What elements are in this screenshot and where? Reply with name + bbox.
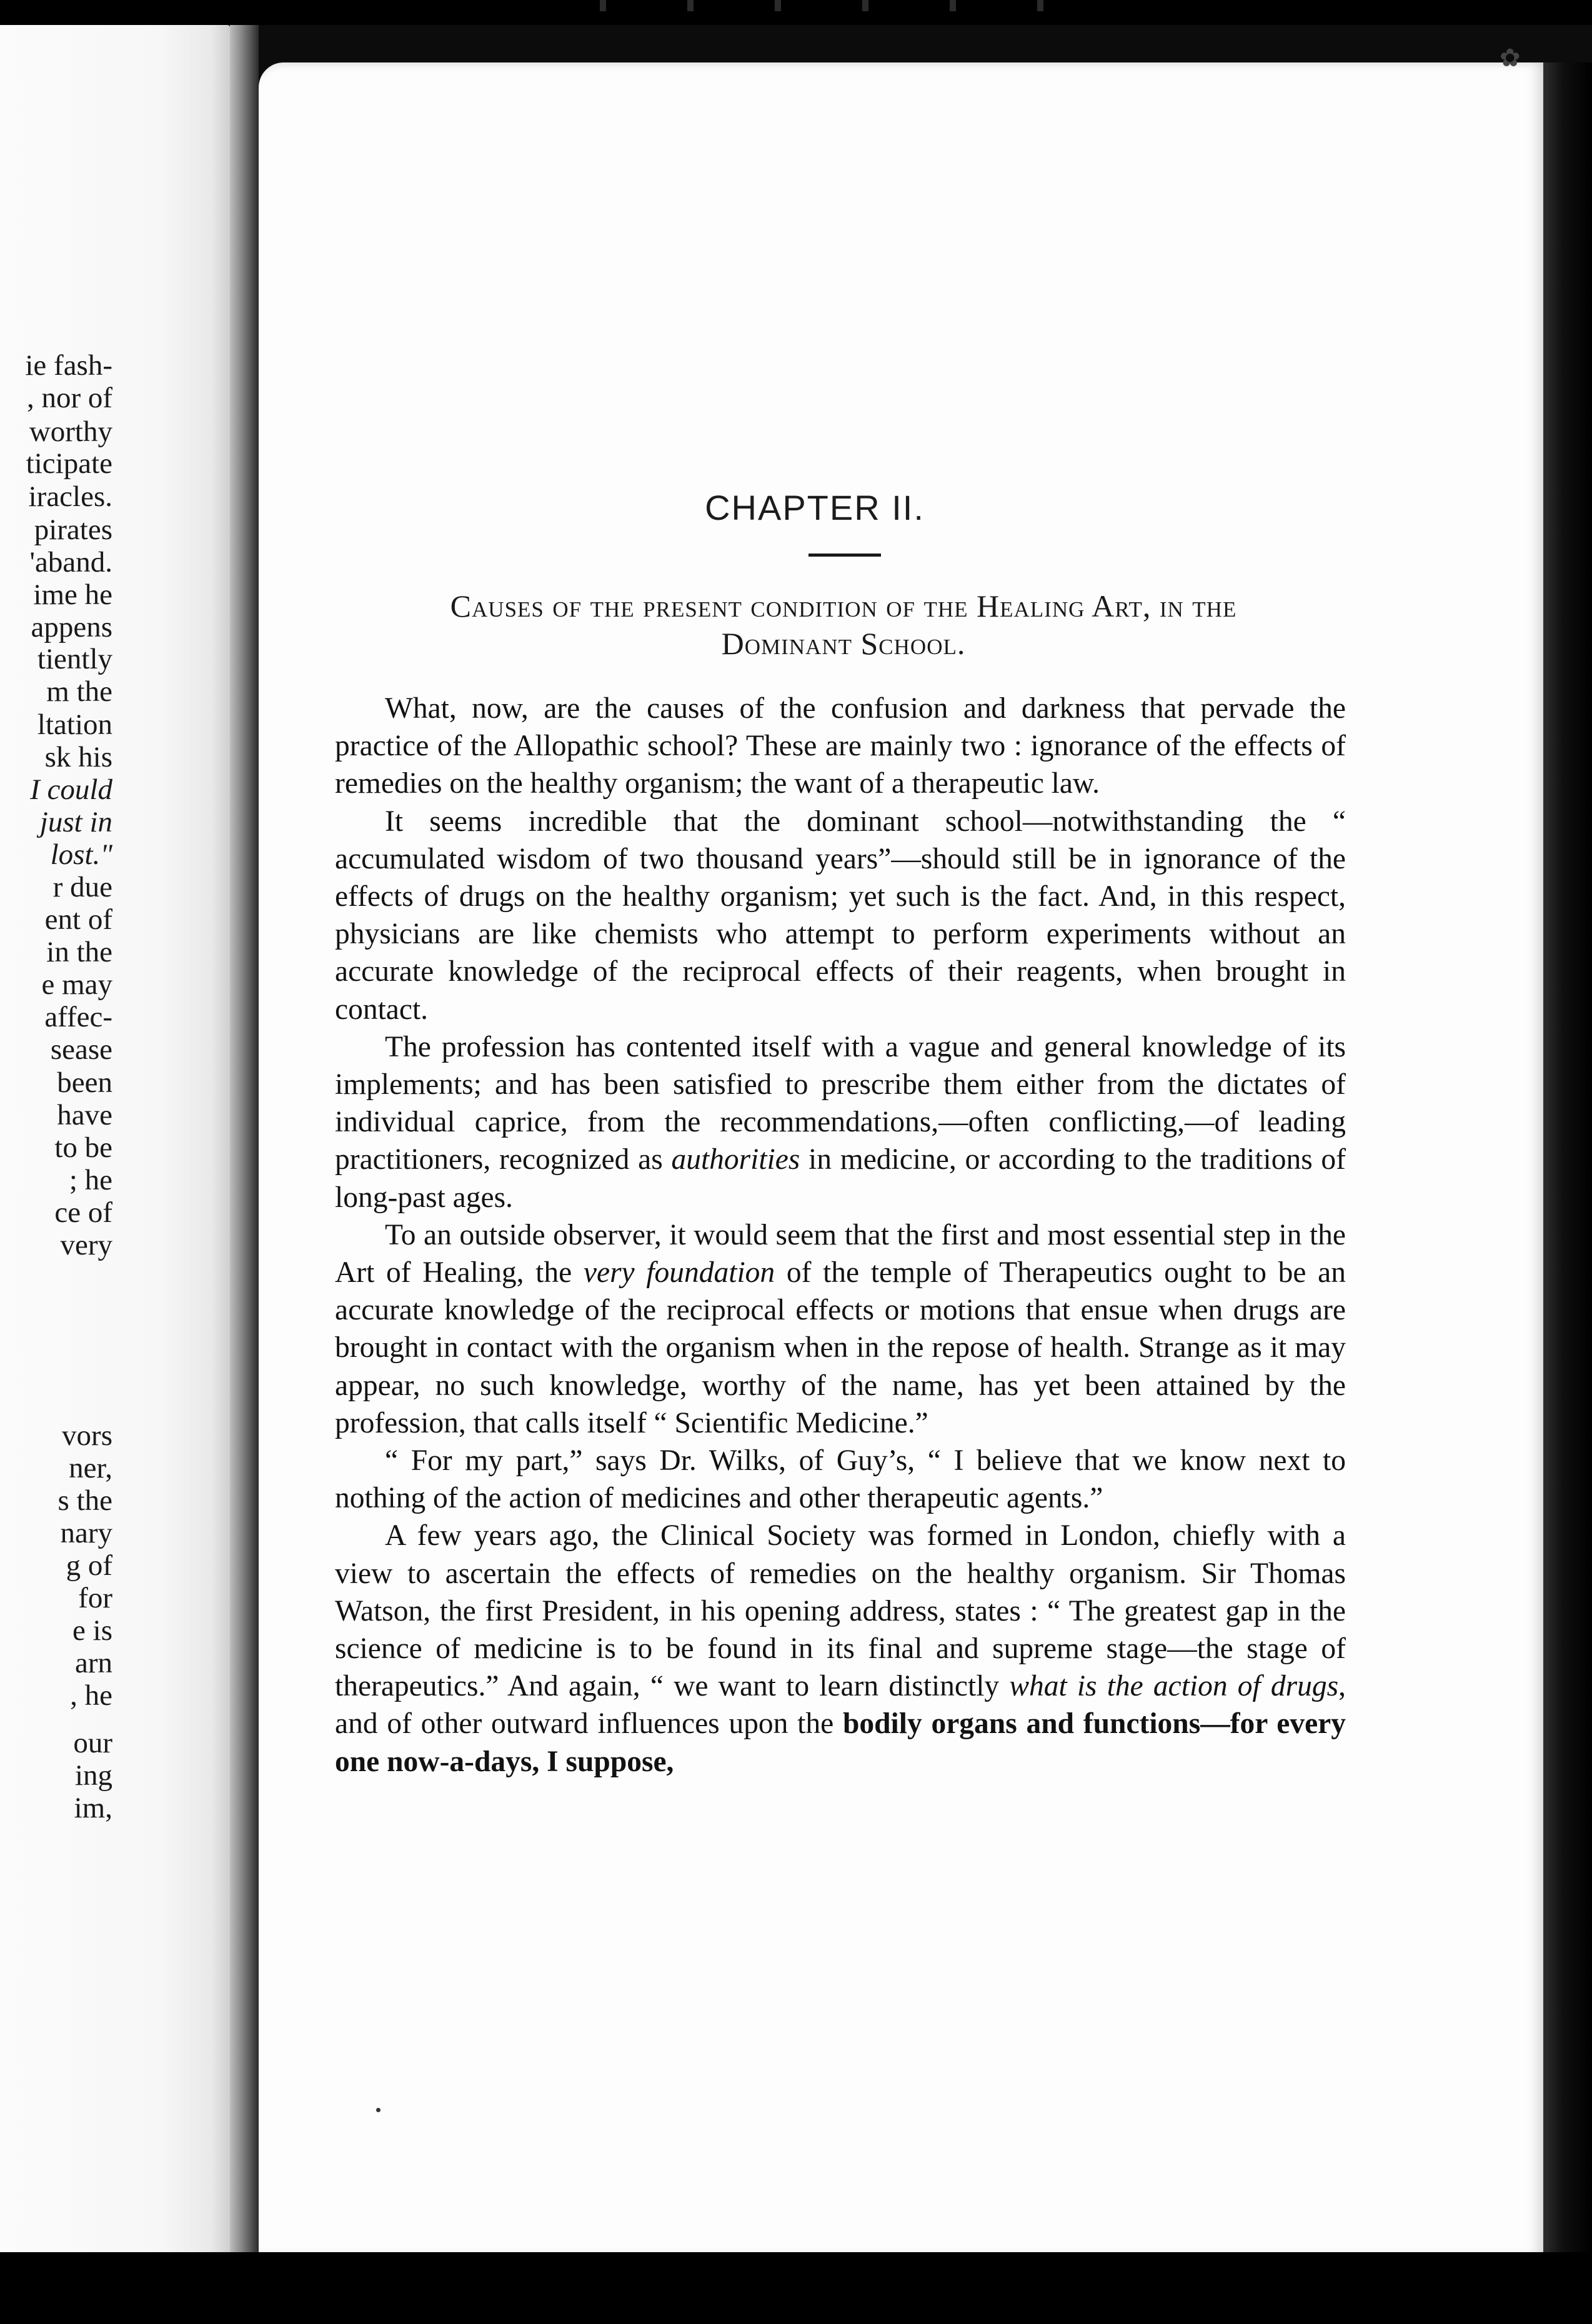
left-page-fragment: ; he [69, 1164, 112, 1196]
text-run: What, now, are the causes of the confusion and darkness that pervade the practice of the Allopathic school? These are mainly two : ignorance of the effects of remedies on the healthy organism; the want of a therapeutic law. [335, 692, 1346, 800]
bold-run: bodily organs and functions—for every one now-a-days, I suppose, [335, 1707, 1346, 1778]
left-page-fragment: g of [66, 1549, 112, 1582]
left-page-fragment: ime he [33, 579, 112, 611]
facing-left-page [0, 25, 230, 2262]
left-page-fragment: tiently [37, 643, 112, 675]
left-page-fragment: s the [57, 1484, 112, 1517]
left-page-fragment: , nor of [26, 382, 112, 414]
left-page-fragment: ner, [69, 1452, 112, 1484]
left-page-fragment: our [73, 1727, 112, 1759]
body-paragraph [335, 1216, 1346, 1442]
left-page-fragment: arn [74, 1647, 112, 1679]
left-page-fragment: affec- [44, 1001, 112, 1033]
left-page-fragment: ticipate [26, 447, 112, 480]
body-paragraph [335, 803, 1346, 1028]
left-page-fragment: im, [74, 1792, 112, 1824]
corner-blemish: ✿ [1500, 44, 1521, 72]
left-page-fragment: sk his [44, 741, 112, 773]
left-page-fragment: ltation [37, 708, 112, 741]
left-page-fragment: to be [54, 1131, 112, 1164]
left-page-fragment: iracles. [28, 480, 112, 513]
stray-ink-dot [376, 2108, 381, 2112]
left-page-fragment: ce of [54, 1196, 112, 1229]
body-paragraph [335, 1517, 1346, 1780]
chapter-subtitle-line-1: Causes of the present condition of the Healing Art, in the [450, 588, 1237, 623]
text-run: of the temple of Therapeutics ought to be an accurate knowledge of the reciprocal effects or motions that ensue when drugs are brought in contact with the organism when in the repose of health. Strange as it may appear, no such knowledge, worthy of the name, has yet been attained by the profession, that calls itself “ Scientific Medicine.” [335, 1256, 1346, 1439]
left-page-fragment: 'aband. [29, 546, 112, 579]
scan-bottom-edge [0, 2252, 1592, 2324]
text-run: A few years ago, the Clinical Society was formed in London, chiefly with a view to ascertain the effects of remedies on the healthy organism. Sir Thomas Watson, the first President, in his opening address, states : “ The greatest gap in the science of medicine is to be found in its final and supreme stage—the stage of therapeutics.” And again, “ we want to learn distinctly [335, 1519, 1346, 1703]
body-paragraph [335, 690, 1346, 803]
left-page-fragment: e may [41, 968, 112, 1001]
left-page-fragment: worthy [29, 415, 112, 448]
left-page-fragment: , he [70, 1679, 112, 1712]
text-run: The profession has contented itself with a vague and general knowledge of its implements; and has been satisfied to prescribe them either from the dictates of individual caprice, from the recommendations,—often conflicting,—of leading practitioners, recognized as [335, 1030, 1346, 1176]
left-page-fragment: I could [30, 773, 112, 806]
left-page-fragment: appens [31, 611, 112, 643]
left-page-fragment: very [60, 1229, 112, 1261]
left-page-fragment: in the [46, 936, 112, 968]
chapter-subtitle-line-2: Dominant School. [721, 626, 966, 661]
left-page-fragment: just in [39, 806, 112, 838]
text-run: , and of other outward influences upon the [335, 1670, 1346, 1741]
left-page-fragment: e is [72, 1614, 112, 1647]
left-page-fragment: r due [52, 871, 112, 903]
left-page-fragment: have [57, 1099, 112, 1131]
chapter-heading: CHAPTER II. [705, 488, 925, 527]
body-paragraph [335, 1442, 1346, 1517]
italic-run: very foundation [583, 1256, 775, 1289]
text-run: To an outside observer, it would seem that the first and most essential step in the Art of Healing, the [335, 1218, 1346, 1289]
italic-run: authorities [671, 1143, 800, 1176]
book-gutter [230, 25, 259, 2262]
left-page-fragment: ie fash- [25, 349, 112, 382]
heading-rule [808, 554, 881, 557]
text-run: in medicine, or according to the traditions of long-past ages. [335, 1143, 1346, 1214]
page-right-edge [1543, 62, 1592, 2252]
left-page-fragment: ent of [44, 903, 112, 936]
left-page-fragment: m the [46, 675, 112, 708]
left-page-fragment: pirates [34, 514, 112, 546]
chapter-body [335, 690, 1346, 1780]
left-page-fragment: for [78, 1582, 112, 1614]
text-run: It seems incredible that the dominant school—notwithstanding the “ accumulated wisdom of two thousand years”—should still be in ignorance of the effects of drugs on the healthy organism; yet such is the fact. And, in this respect, physicians are like chemists who attempt to perform experiments without an accurate knowledge of the reciprocal effects of their reagents, when brought in contact. [335, 805, 1346, 1026]
scan-top-artifact [562, 0, 1062, 11]
italic-run: what is the action of drugs [1009, 1670, 1339, 1703]
left-page-fragment: ing [74, 1759, 112, 1792]
left-page-fragment: lost." [50, 838, 112, 871]
left-page-fragment: nary [60, 1517, 112, 1549]
left-page-fragment: sease [50, 1033, 112, 1066]
body-paragraph [335, 1028, 1346, 1216]
chapter-subtitle [337, 587, 1350, 662]
left-page-fragment: vors [62, 1419, 112, 1452]
left-page-fragment: been [57, 1066, 112, 1099]
text-run: “ For my part,” says Dr. Wilks, of Guy’s, “ I believe that we know next to nothing of the action of medicines and other therapeutic agents.” [335, 1444, 1346, 1515]
